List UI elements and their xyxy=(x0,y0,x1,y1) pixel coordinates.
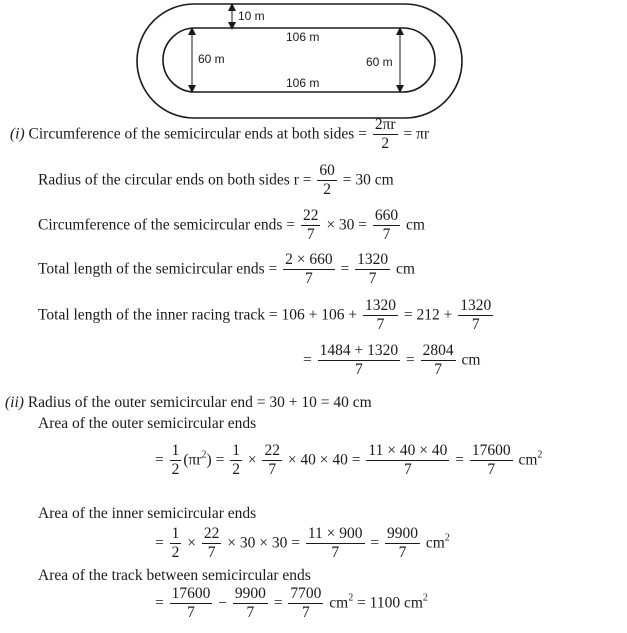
outer-track-outline xyxy=(137,4,462,118)
denominator: 7 xyxy=(398,544,407,562)
denominator: 7 xyxy=(302,604,310,622)
denominator: 7 xyxy=(487,461,496,479)
fraction xyxy=(288,586,323,622)
denominator: 7 xyxy=(382,226,391,244)
part2-line2: Area of the outer semicircular ends xyxy=(38,415,257,432)
denominator: 2 xyxy=(232,461,240,479)
fraction xyxy=(421,343,456,379)
racetrack-diagram xyxy=(0,0,627,120)
part1-marker: (i) xyxy=(10,125,25,143)
fraction xyxy=(170,526,182,562)
denominator: 7 xyxy=(404,461,412,479)
fraction xyxy=(170,443,182,479)
part2-line1: (ii) Radius of the outer semicircular end = 30 + 10 = 40 cm xyxy=(5,394,372,411)
denominator: 2 xyxy=(381,135,390,153)
numerator: 22 xyxy=(262,443,282,461)
superscript: 2 xyxy=(444,532,450,544)
numerator: 1 xyxy=(230,443,242,461)
part2-line6: Area of the track between semicircular ends xyxy=(38,567,311,584)
fraction xyxy=(262,443,282,479)
fraction xyxy=(202,526,222,562)
superscript: 2 xyxy=(422,592,428,604)
part2-line3: = $\frac{1}{2}$ $(\pi r^2)$ = $\frac{1}{2}$ × $\frac{22}{7}$ × 40 × 40 = $\frac{11 \times 40 \times 40}{7}$ = $\frac{17600}{7}$ $cm^2$ xyxy=(155,442,543,479)
part1-line5: Total length of the inner racing track = 106 + 106 + $\frac{1320}{7}$ = 212 + $\frac{1320}{7}$ xyxy=(38,297,492,334)
denominator: 7 xyxy=(246,604,255,622)
fraction xyxy=(373,208,400,244)
denominator: 7 xyxy=(207,544,216,562)
denominator: 7 xyxy=(187,604,195,622)
top-gap-label: 10 m xyxy=(238,9,265,23)
left-height-label: 60 m xyxy=(198,52,225,66)
denominator: 2 xyxy=(171,461,180,479)
part1-line1: (i) Circumference of the semicircular ends at both sides = $\frac{2\pi r}{2}$ = πr xyxy=(10,116,430,153)
numerator: 22 xyxy=(301,208,321,226)
denominator: 7 xyxy=(331,544,340,562)
numerator: 1 xyxy=(170,526,182,544)
denominator: 2 xyxy=(171,544,180,562)
numerator: 2804 xyxy=(421,343,456,361)
part2-line4: Area of the inner semicircular ends xyxy=(38,505,257,522)
numerator: 17600 xyxy=(470,443,513,461)
denominator: 7 xyxy=(355,361,363,379)
superscript: 2 xyxy=(201,449,207,461)
fraction xyxy=(170,586,213,622)
part2-line7: = $\frac{17600}{7}$ − $\frac{9900}{7}$ = $\frac{7700}{7}$ $cm^2 = 1100$ $cm^2$ xyxy=(155,585,428,622)
denominator: 7 xyxy=(304,270,313,288)
denominator: 7 xyxy=(471,316,480,334)
numerator: 9900 xyxy=(233,586,268,604)
denominator: 7 xyxy=(368,270,377,288)
fraction xyxy=(355,252,390,288)
fraction xyxy=(230,443,242,479)
numerator: 11 × 40 × 40 xyxy=(366,443,449,461)
fraction xyxy=(385,526,420,562)
part1-line2: Radius of the circular ends on both sides r = $\frac{60}{2}$ = 30 cm xyxy=(38,162,394,199)
part2-line5: = $\frac{1}{2}$ × $\frac{22}{7}$ × 30 × 30 = $\frac{11 \times 900}{7}$ = $\frac{9900}{7}$ $cm^2$ xyxy=(155,525,450,562)
top-length-label: 106 m xyxy=(286,30,320,44)
fraction xyxy=(458,298,493,334)
denominator: 7 xyxy=(306,226,315,244)
numerator: 1320 xyxy=(355,252,390,270)
numerator: 2 × 660 xyxy=(283,252,335,270)
part1-line4: Total length of the semicircular ends = $\frac{2 \times 660}{7}$ = $\frac{1320}{7}$ cm xyxy=(38,251,415,288)
fraction xyxy=(470,443,513,479)
fraction xyxy=(301,208,321,244)
superscript: 2 xyxy=(348,592,354,604)
numerator: 11 × 900 xyxy=(306,526,365,544)
denominator: 2 xyxy=(323,181,331,199)
numerator: 1320 xyxy=(363,298,398,316)
part1-line3: Circumference of the semicircular ends = $\frac{22}{7}$ × 30 = $\frac{660}{7}$ cm xyxy=(38,207,425,244)
fraction xyxy=(366,443,449,479)
numerator: 660 xyxy=(373,208,400,226)
numerator: 2πr xyxy=(373,117,398,135)
numerator: 1 xyxy=(170,443,182,461)
denominator: 7 xyxy=(376,316,385,334)
numerator: 9900 xyxy=(385,526,420,544)
fraction xyxy=(233,586,268,622)
fraction xyxy=(318,343,401,379)
right-height-label: 60 m xyxy=(366,55,393,69)
numerator: 7700 xyxy=(288,586,323,604)
superscript: 2 xyxy=(537,449,543,461)
numerator: 17600 xyxy=(170,586,213,604)
fraction xyxy=(283,252,335,288)
part2-marker: (ii) xyxy=(5,394,24,411)
numerator: 1484 + 1320 xyxy=(318,343,401,361)
numerator: 22 xyxy=(202,526,222,544)
numerator: 60 xyxy=(317,163,337,181)
denominator: 7 xyxy=(268,461,277,479)
fraction xyxy=(373,117,398,153)
numerator: 1320 xyxy=(458,298,493,316)
denominator: 7 xyxy=(434,361,442,379)
fraction xyxy=(317,163,337,199)
fraction xyxy=(363,298,398,334)
bottom-length-label: 106 m xyxy=(286,76,320,90)
part1-line1-text: Circumference of the semicircular ends at both sides = xyxy=(28,125,367,143)
part1-line6: = $\frac{1484 + 1320}{7}$ = $\frac{2804}{7}$ cm xyxy=(303,342,481,379)
fraction xyxy=(306,526,365,562)
